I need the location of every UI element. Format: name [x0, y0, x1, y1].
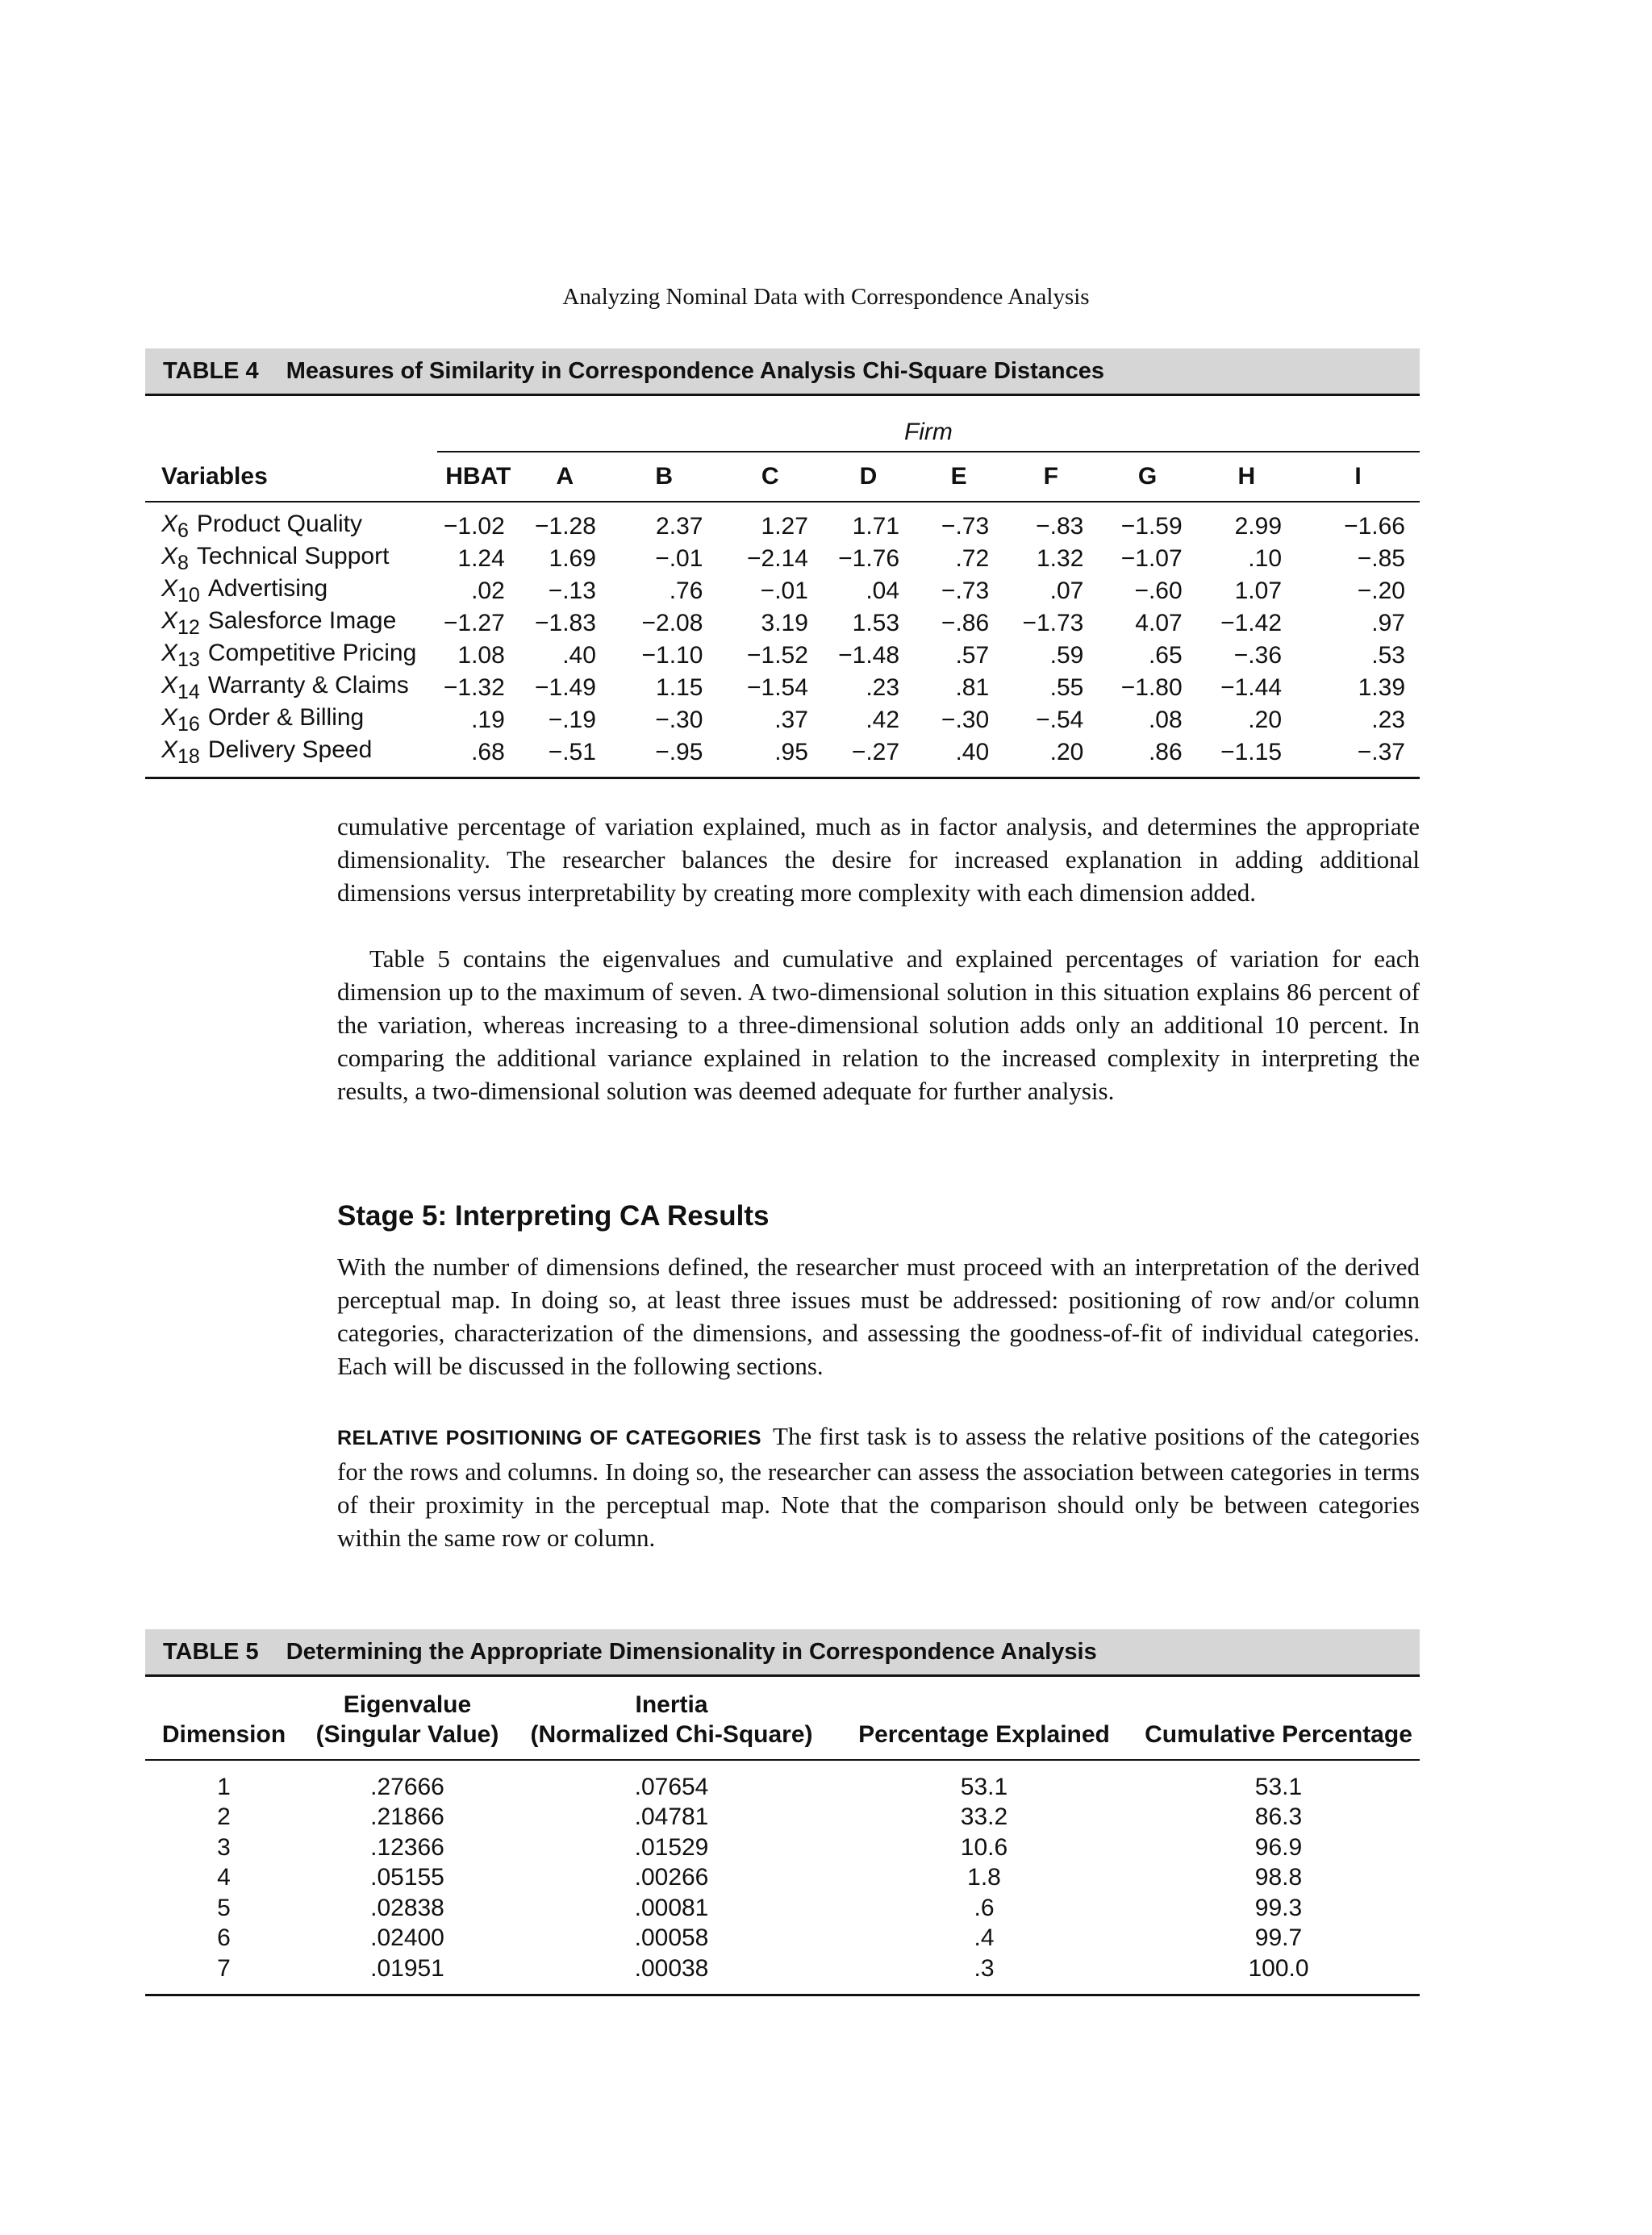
- table-4-number: TABLE 4: [163, 357, 259, 384]
- table-cell: 3: [217, 1833, 231, 1861]
- table-cell: −1.48: [838, 642, 900, 669]
- table-cell: 100.0: [1137, 1954, 1420, 1995]
- table-cell: −1.66: [1344, 513, 1405, 540]
- table-cell: .72: [955, 545, 990, 572]
- table-5-number: TABLE 5: [163, 1638, 259, 1665]
- table-cell: 1.15: [656, 674, 703, 701]
- table-cell: −1.32: [443, 674, 505, 701]
- table-cell: .3: [831, 1954, 1137, 1995]
- col-header-f: F: [1003, 452, 1098, 502]
- table-cell: −1.10: [641, 642, 703, 669]
- variable-name: Order & Billing: [207, 704, 365, 731]
- table-cell: .42: [866, 707, 900, 733]
- table-cell: −1.83: [535, 610, 596, 636]
- table-cell: 98.8: [1254, 1864, 1303, 1891]
- table-cell: .04781: [634, 1803, 709, 1831]
- table-cell: −1.73: [1022, 610, 1084, 636]
- col-header-g: G: [1098, 452, 1196, 502]
- table-cell: 2.99: [1234, 513, 1283, 540]
- table-cell: −.85: [1357, 545, 1405, 572]
- variable-cell: [145, 575, 437, 607]
- table-cell: 1.08: [457, 642, 505, 669]
- table-cell: −.27: [823, 736, 914, 778]
- paragraph-4: [337, 1420, 1420, 1554]
- table-cell: −1.80: [1120, 674, 1183, 701]
- table-cell: 1.71: [852, 513, 900, 540]
- table-cell: .23: [1371, 707, 1405, 733]
- variable-name: Technical Support: [196, 543, 390, 569]
- table-cell: .00038: [512, 1954, 831, 1995]
- table-cell: 2: [217, 1803, 231, 1831]
- table-cell: −1.52: [746, 642, 808, 669]
- table-5: [145, 1629, 1420, 1996]
- variable-cell: [145, 607, 437, 640]
- variable-cell: [145, 502, 437, 543]
- table-row: [145, 1893, 1420, 1924]
- table-cell: −.73: [941, 578, 990, 604]
- table-cell: 33.2: [960, 1803, 1008, 1831]
- table-cell: .57: [955, 642, 990, 669]
- table-row: [145, 672, 1420, 704]
- table-cell: .21866: [370, 1803, 444, 1831]
- table-cell: .86: [1098, 736, 1196, 778]
- variable-name: Delivery Speed: [207, 736, 373, 763]
- table-cell: 96.9: [1254, 1833, 1303, 1861]
- variable-cell: [145, 543, 437, 575]
- dimension-header: Dimension: [145, 1677, 302, 1760]
- table-cell: 99.3: [1254, 1894, 1303, 1921]
- variable-name: Competitive Pricing: [207, 640, 417, 666]
- variable-name: Warranty & Claims: [207, 672, 409, 698]
- variable-symbol: X: [161, 640, 178, 666]
- table-cell: −.86: [941, 610, 990, 636]
- table-row: [145, 1760, 1420, 1803]
- table-5-caption: [145, 1629, 1420, 1677]
- table-cell: 1.07: [1234, 578, 1283, 604]
- table-cell: −.60: [1134, 578, 1183, 604]
- table-cell: .23: [866, 674, 900, 701]
- table-cell: 1: [217, 1773, 231, 1800]
- table-cell: 53.1: [960, 1773, 1008, 1800]
- table-row: [145, 1924, 1420, 1954]
- table-row: [145, 1954, 1420, 1995]
- section-heading: Stage 5: Interpreting CA Results: [337, 1200, 770, 1232]
- variable-symbol: X: [161, 736, 178, 763]
- table-cell: −.36: [1233, 642, 1283, 669]
- table-cell: 5: [217, 1894, 231, 1921]
- table-cell: −.20: [1357, 578, 1405, 604]
- table-5-title: Determining the Appropriate Dimensionality in Correspondence Analysis: [286, 1638, 1097, 1665]
- variable-subscript: 13: [177, 648, 200, 671]
- table-cell: −.83: [1036, 513, 1084, 540]
- table-cell: −1.59: [1120, 513, 1183, 540]
- running-header: Analyzing Nominal Data with Correspondence Analysis: [562, 284, 1090, 310]
- table-cell: −1.42: [1220, 610, 1283, 636]
- table-row: [145, 607, 1420, 640]
- table-row: [145, 704, 1420, 736]
- variable-cell: [145, 736, 437, 778]
- inertia-header-line2: (Normalized Chi-Square): [530, 1721, 813, 1748]
- table-cell: −.37: [1296, 736, 1420, 778]
- table-cell: 99.7: [1254, 1924, 1303, 1952]
- variable-cell: [145, 672, 437, 704]
- percentage-explained-header: Percentage Explained: [831, 1677, 1137, 1760]
- table-cell: −.54: [1036, 707, 1084, 733]
- eigenvalue-header-line2: (Singular Value): [315, 1721, 499, 1748]
- eigenvalue-header: [302, 1677, 512, 1760]
- table-cell: .02838: [370, 1894, 444, 1921]
- col-header-hbat: HBAT: [437, 452, 519, 502]
- table-row: [145, 640, 1420, 672]
- table-cell: .40: [562, 642, 596, 669]
- variable-symbol: X: [161, 607, 178, 634]
- col-header-b: B: [611, 452, 718, 502]
- table-cell: .04: [866, 578, 900, 604]
- table-cell: 1.69: [549, 545, 596, 572]
- table-cell: −1.49: [535, 674, 596, 701]
- paragraph-1: cumulative percentage of variation explained, much as in factor analysis, and determines the appropriate dimensionality. The researcher balances the desire for increased explanation in adding additional dimensions versus interpretability by creating more complexity with each dimension added.: [337, 812, 1420, 907]
- table-cell: 7: [145, 1954, 302, 1995]
- variable-symbol: X: [161, 672, 178, 698]
- table-cell: −.13: [548, 578, 596, 604]
- table-cell: −.95: [611, 736, 718, 778]
- table-cell: .00081: [634, 1894, 709, 1921]
- table-cell: 1.39: [1358, 674, 1405, 701]
- table-cell: .68: [437, 736, 519, 778]
- table-cell: −.19: [548, 707, 596, 733]
- col-header-d: D: [823, 452, 914, 502]
- table-cell: .20: [1003, 736, 1098, 778]
- table-cell: .27666: [370, 1773, 444, 1800]
- table-cell: −2.14: [746, 545, 808, 572]
- table-4-title: Measures of Similarity in Correspondence Analysis Chi-Square Distances: [286, 357, 1104, 384]
- variable-symbol: X: [161, 543, 178, 569]
- table-cell: .01951: [302, 1954, 512, 1995]
- table-cell: −1.27: [443, 610, 505, 636]
- table-cell: 4.07: [1135, 610, 1183, 636]
- table-cell: 86.3: [1254, 1803, 1303, 1831]
- table-4: [145, 348, 1420, 779]
- table-row: [145, 543, 1420, 575]
- table-cell: .76: [669, 578, 703, 604]
- table-cell: .02: [471, 578, 505, 604]
- eigenvalue-header-line1: Eigenvalue: [343, 1691, 472, 1718]
- table-cell: −.01: [655, 545, 703, 572]
- table-cell: −1.76: [838, 545, 900, 572]
- variable-subscript: 12: [177, 616, 200, 639]
- table-cell: −1.02: [443, 513, 505, 540]
- table-cell: .37: [774, 707, 808, 733]
- variable-subscript: 18: [177, 745, 200, 768]
- table-cell: .08: [1148, 707, 1183, 733]
- table-cell: −1.54: [746, 674, 808, 701]
- table-cell: .53: [1371, 642, 1405, 669]
- table-cell: .65: [1148, 642, 1183, 669]
- table-cell: .81: [955, 674, 990, 701]
- table-cell: 10.6: [960, 1833, 1008, 1861]
- table-cell: .19: [471, 707, 505, 733]
- table-cell: −1.28: [535, 513, 596, 540]
- table-cell: 4: [217, 1864, 231, 1891]
- variable-name: Salesforce Image: [207, 607, 397, 634]
- table-5-grid: [145, 1677, 1420, 1996]
- table-cell: 1.24: [457, 545, 505, 572]
- paragraph-3: With the number of dimensions defined, the researcher must proceed with an interpretation of the derived perceptual map. In doing so, at least three issues must be addressed: positioning of row and/or column categories, characterization of the dimensions, and assessing the goodness-of-fit of individual categories. Each will be discussed in the following sections.: [337, 1253, 1420, 1380]
- variables-header: Variables: [145, 452, 437, 502]
- variable-subscript: 6: [177, 519, 189, 542]
- paragraph-4-text: The first task is to assess the relative positions of the categories for the rows and columns. In doing so, the researcher can assess the association between categories in terms of their proximity in the perceptual map. Note that the comparison should only be between categories within the same row or column.: [337, 1422, 1420, 1552]
- table-cell: −1.15: [1197, 736, 1296, 778]
- table-cell: .20: [1248, 707, 1283, 733]
- table-cell: 1.8: [967, 1864, 1001, 1891]
- variable-cell: [145, 704, 437, 736]
- variable-cell: [145, 640, 437, 672]
- table-cell: .00266: [634, 1864, 709, 1891]
- table-cell: −1.44: [1220, 674, 1283, 701]
- table-cell: 1.27: [761, 513, 808, 540]
- variable-name: Advertising: [207, 575, 328, 602]
- table-cell: .95: [717, 736, 822, 778]
- firm-group-label: Firm: [437, 396, 1420, 452]
- table-cell: .10: [1248, 545, 1283, 572]
- table-cell: .01529: [634, 1833, 709, 1861]
- table-cell: −.01: [760, 578, 808, 604]
- table-cell: .55: [1049, 674, 1084, 701]
- table-cell: .07654: [634, 1773, 709, 1800]
- col-header-a: A: [519, 452, 611, 502]
- table-row: [145, 575, 1420, 607]
- col-header-h: H: [1197, 452, 1296, 502]
- table-cell: 3.19: [761, 610, 808, 636]
- col-header-e: E: [914, 452, 1003, 502]
- table-cell: .40: [914, 736, 1003, 778]
- table-cell: −.73: [941, 513, 990, 540]
- table-row: [145, 1863, 1420, 1894]
- table-cell: 1.32: [1036, 545, 1084, 572]
- cumulative-percentage-header: Cumulative Percentage: [1137, 1677, 1420, 1760]
- table-cell: .4: [974, 1924, 995, 1952]
- variable-symbol: X: [161, 575, 178, 602]
- table-cell: −.51: [519, 736, 611, 778]
- table-cell: .02400: [370, 1924, 444, 1952]
- variable-subscript: 10: [177, 584, 200, 607]
- table-cell: .00058: [634, 1924, 709, 1952]
- table-cell: .05155: [370, 1864, 444, 1891]
- table-row: [145, 502, 1420, 543]
- variable-subscript: 8: [177, 552, 189, 574]
- variable-symbol: X: [161, 511, 178, 537]
- table-cell: 2.37: [656, 513, 703, 540]
- table-cell: .12366: [370, 1833, 444, 1861]
- table-row: [145, 1803, 1420, 1833]
- variable-subscript: 16: [177, 713, 200, 736]
- table-4-body: [145, 502, 1420, 778]
- col-header-i: I: [1296, 452, 1420, 502]
- table-cell: −.30: [655, 707, 703, 733]
- table-4-caption: [145, 348, 1420, 396]
- table-cell: .6: [974, 1894, 995, 1921]
- table-cell: −.30: [941, 707, 990, 733]
- inertia-header-line1: Inertia: [635, 1691, 708, 1718]
- table-row: [145, 736, 1420, 778]
- table-cell: 6: [217, 1924, 231, 1952]
- table-cell: .59: [1049, 642, 1084, 669]
- inertia-header: [512, 1677, 831, 1760]
- table-cell: 1.53: [852, 610, 900, 636]
- variable-symbol: X: [161, 704, 178, 731]
- table-5-body: [145, 1760, 1420, 1995]
- table-cell: .07: [1049, 578, 1084, 604]
- variable-subscript: 14: [177, 681, 200, 703]
- table-cell: −1.07: [1120, 545, 1183, 572]
- runin-heading: RELATIVE POSITIONING OF CATEGORIES: [337, 1427, 762, 1449]
- table-4-grid: [145, 396, 1420, 779]
- table-cell: −2.08: [641, 610, 703, 636]
- variable-name: Product Quality: [196, 511, 363, 537]
- table-cell: 53.1: [1254, 1773, 1303, 1800]
- table-cell: .97: [1371, 610, 1405, 636]
- table-row: [145, 1833, 1420, 1863]
- col-header-c: C: [717, 452, 822, 502]
- paragraph-2: Table 5 contains the eigenvalues and cumulative and explained percentages of variation for each dimension up to the maximum of seven. A two-dimensional solution in this situation explains 86 percent of the variation, whereas increasing to a three-dimensional solution adds only an additional 10 percent. In comparing the additional variance explained in relation to the increased complexity in interpreting the results, a two-dimensional solution was deemed adequate for further analysis.: [337, 944, 1420, 1105]
